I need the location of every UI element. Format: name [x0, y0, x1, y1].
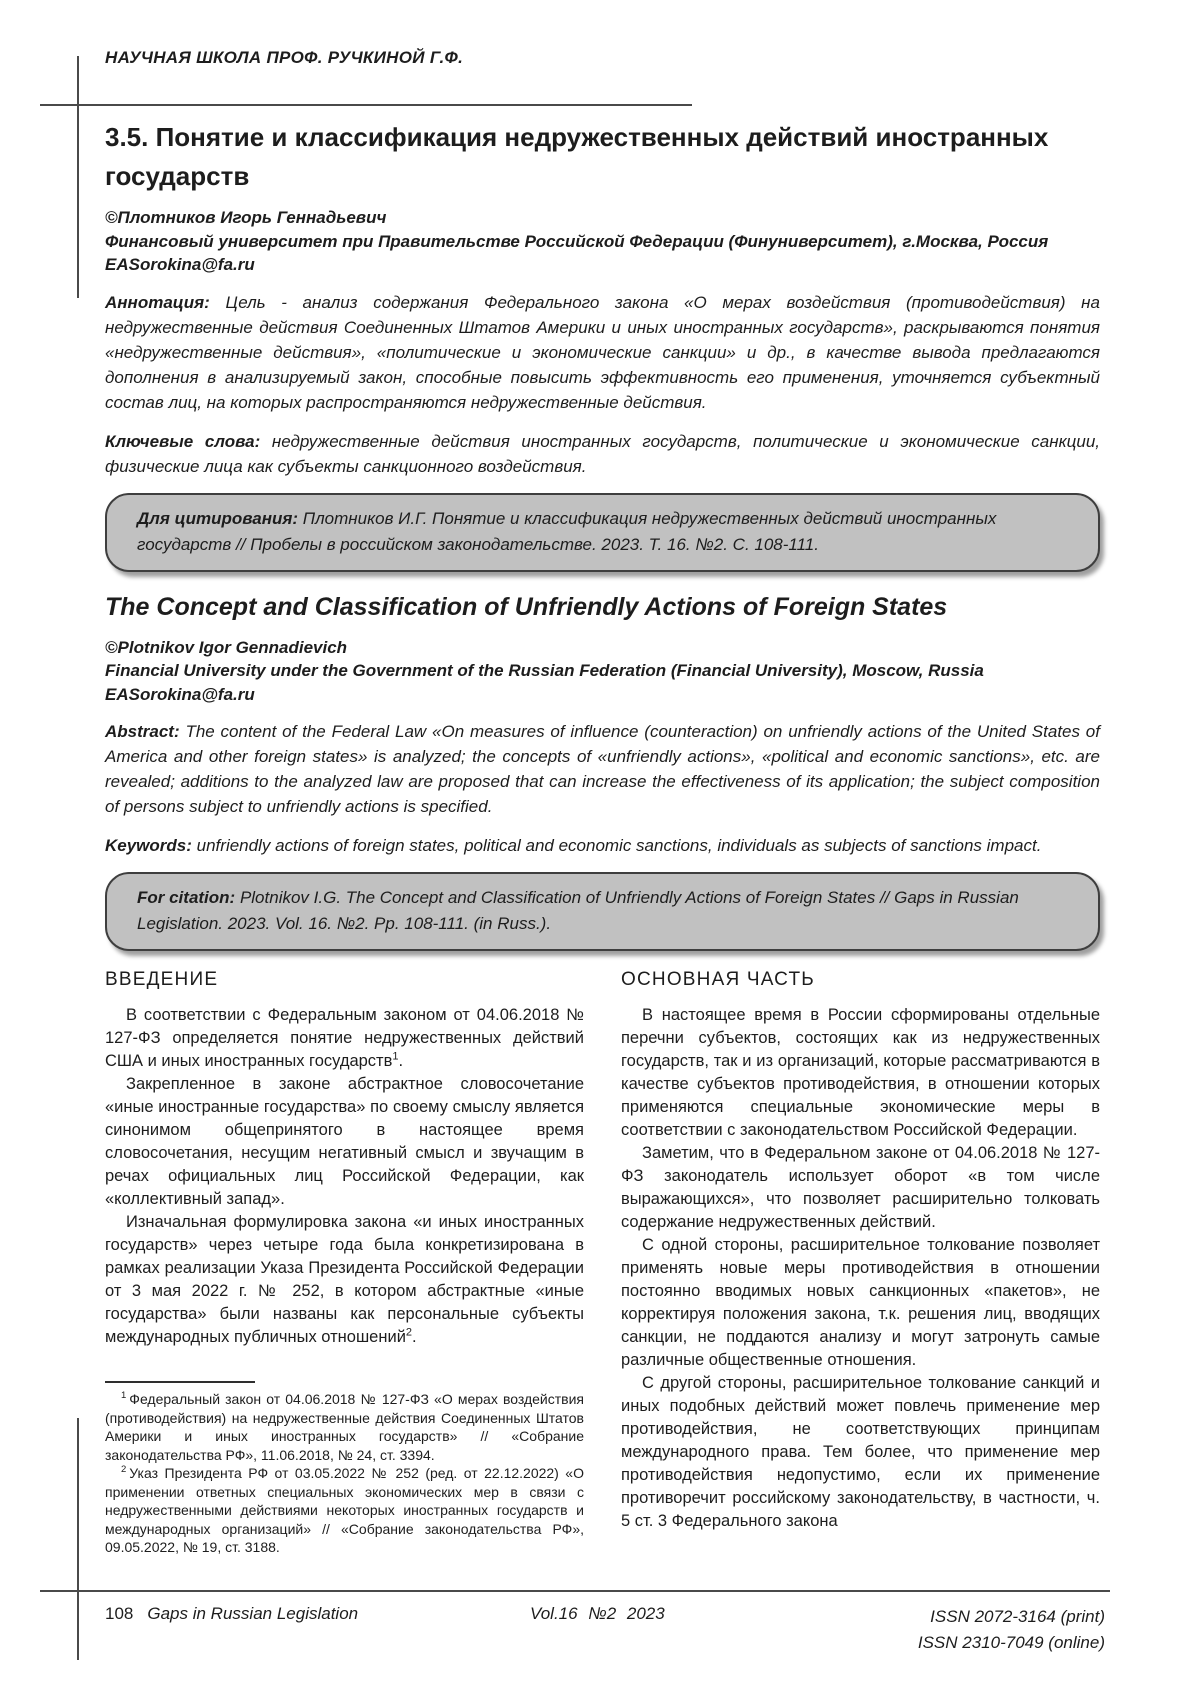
- author-block-ru: [105, 206, 1100, 277]
- issn-print: ISSN 2072-3164 (print): [930, 1607, 1105, 1626]
- intro-column: [105, 969, 584, 1557]
- left-margin-rule-top: [77, 56, 79, 298]
- paragraph-tail: .: [412, 1328, 417, 1346]
- paragraph-tail: .: [398, 1052, 404, 1070]
- main-part-heading: ОСНОВНАЯ ЧАСТЬ: [621, 969, 815, 990]
- citation-label-en: For citation:: [137, 888, 236, 907]
- citation-text-en: Plotnikov I.G. The Concept and Classification of Unfriendly Actions of Foreign States // Gaps in Russian Legislation. 2023. Vol. 16. №2. Pp. 108-111. (in Russ.).: [137, 888, 1019, 933]
- paragraph-text: В соответствии с Федеральным законом от 04.06.2018 № 127-ФЗ определяется понятие недружественных действий США и иных иностранных государств: [105, 1006, 584, 1070]
- issn-online: ISSN 2310-7049 (online): [917, 1633, 1105, 1652]
- keywords-ru: [105, 429, 1100, 479]
- intro-heading: ВВЕДЕНИЕ: [105, 969, 219, 990]
- footer-issue-info: Vol.16 №2 2023: [530, 1604, 665, 1623]
- keywords-en: [105, 833, 1100, 858]
- footnote-ref-2: 2: [405, 1326, 413, 1339]
- citation-label-ru: Для цитирования:: [137, 508, 299, 528]
- author-name-ru: ©Плотников Игорь Геннадьевич: [105, 208, 387, 227]
- author-block-en: [105, 636, 1100, 707]
- paragraph-text: Закрепленное в законе абстрактное словосочетание «иные иностранные государства» по своему смыслу является синонимом общепринятого в настоящее время словосочетания, несущим негативный смысл и звучащим в речах официальных лиц Российской Федерации, как «коллективный запад».: [105, 1075, 584, 1208]
- abstract-text-ru: Цель - анализ содержания Федерального закона «О мерах воздействия (противодействия) на недружественные действия Соединенных Штатов Америки и иных иностранных государств», раскрываются понятия «недружественные действия», «политические и экономические санкции» и др., в качестве вывода предлагаются дополнения в анализируемый закон, способные повысить эффективность его применения, уточняется субъектный состав лиц, на которых распространяются недружественные действия.: [105, 292, 1100, 412]
- footer-divider-rule: [40, 1590, 1110, 1592]
- main-paragraph-4: С другой стороны, расширительное толкование санкций и иных подобных действий может повлечь применение мер противодействия, не соответствующих принципам международного права. Тем более, что применение мер противодействия недопустимо, если их применение противоречит российскому законодательству, в частности, ч. 5 ст. 3 Федерального закона: [621, 1374, 1100, 1530]
- keywords-text-ru: недружественные действия иностранных государств, политические и экономические санкции, физические лица как субъекты санкционного воздействия.: [105, 431, 1100, 476]
- footnote-separator: [105, 1381, 255, 1383]
- abstract-text-en: The content of the Federal Law «On measures of influence (counteraction) on unfriendly actions of the United States of America and other foreign states» is analyzed; the concepts of «unfriendly actions», «political and economic sanctions», etc. are revealed; additions to the analyzed law are proposed that can increase the effectiveness of its application; the subject composition of persons subject to unfriendly actions is specified.: [105, 722, 1100, 816]
- article-content: [105, 118, 1100, 1557]
- author-email-en: EASorokina@fa.ru: [105, 684, 255, 704]
- author-affiliation-ru: Финансовый университет при Правительстве Российской Федерации (Финуниверситет), г.Москва, Россия: [105, 231, 1049, 251]
- main-part-column: [621, 969, 1100, 1557]
- citation-box-ru: [105, 493, 1100, 572]
- main-paragraph-3: С одной стороны, расширительное толкование позволяет применять новые меры противодействия в отношении постоянно вводимых новых санкционных «пакетов», не корректируя положения закона, т.к. решения лиц, вводящих санкции, не поддаются анализу и могут затронуть самые различные общественные отношения.: [621, 1236, 1100, 1369]
- citation-text-ru: Плотников И.Г. Понятие и классификация недружественных действий иностранных государств // Пробелы в российском законодательстве. 2023. Т. 16. №2. С. 108-111.: [137, 508, 997, 554]
- intro-paragraph-3: [105, 1211, 584, 1349]
- running-head: НАУЧНАЯ ШКОЛА ПРОФ. РУЧКИНОЙ Г.Ф.: [105, 48, 464, 67]
- journal-title: Gaps in Russian Legislation: [147, 1604, 359, 1623]
- two-column-body: [105, 969, 1100, 1557]
- article-title-en: The Concept and Classification of Unfriendly Actions of Foreign States: [105, 592, 948, 621]
- intro-paragraph-1: [105, 1004, 584, 1073]
- main-paragraph-2: Заметим, что в Федеральном законе от 04.06.2018 № 127-ФЗ законодатель использует оборот «в том числе выражающихся», что позволяет расширительно толковать содержание недружественных действий.: [621, 1144, 1100, 1231]
- footnotes: [105, 1381, 584, 1557]
- paragraph-text: Изначальная формулировка закона «и иных иностранных государств» через четыре года была конкретизирована в рамках реализации Указа Президента Российской Федерации от 3 мая 2022 г. № 252, в котором абстрактные «иные государства» были названы как персональные субъекты международных публичных отношений: [105, 1213, 584, 1346]
- article-title-ru: 3.5. Понятие и классификация недружественных действий иностранных государств: [105, 122, 1049, 191]
- footnote-marker-2: 2: [121, 1464, 127, 1476]
- citation-box-en: [105, 872, 1100, 951]
- abstract-label-en: Abstract:: [105, 722, 180, 741]
- keywords-label-ru: Ключевые слова:: [105, 431, 261, 451]
- intro-paragraph-2: [105, 1073, 584, 1211]
- left-margin-rule-bottom: [77, 1418, 79, 1660]
- footer-issn: [918, 1604, 1105, 1656]
- footnote-text-2: Указ Президента РФ от 03.05.2022 № 252 (ред. от 22.12.2022) «О применении ответных специальных экономических мер в связи с недружественными действиями некоторых иностранных государств и международных организаций» // «Собрание законодательства РФ», 09.05.2022, № 19, ст. 3188.: [105, 1465, 584, 1555]
- footnote-1: [105, 1390, 584, 1464]
- keywords-text-en: unfriendly actions of foreign states, political and economic sanctions, individuals as subjects of sanctions impact.: [191, 836, 1042, 855]
- footnote-marker-1: 1: [121, 1390, 127, 1402]
- header-divider-rule: [40, 104, 692, 106]
- keywords-label-en: Keywords:: [105, 836, 192, 855]
- footer-left: [105, 1604, 358, 1624]
- abstract-en: [105, 719, 1100, 819]
- author-affiliation-en: Financial University under the Government of the Russian Federation (Financial University), Moscow, Russia: [105, 661, 984, 680]
- main-paragraph-1: В настоящее время в России сформированы отдельные перечни субъектов, состоящих как из недружественных государств, так и из организаций, которые рассматриваются в качестве субъектов противодействия, в отношении которых применяются специальные экономические меры в соответствии с законодательством Российской Федерации.: [621, 1006, 1100, 1139]
- author-email-ru: EASorokina@fa.ru: [105, 255, 255, 274]
- footnote-ref-1: 1: [392, 1050, 399, 1063]
- footnote-2: [105, 1464, 584, 1557]
- author-name-en: ©Plotnikov Igor Gennadievich: [105, 637, 348, 657]
- abstract-label-ru: Аннотация:: [105, 292, 210, 312]
- abstract-ru: [105, 290, 1100, 415]
- footnote-text-1: Федеральный закон от 04.06.2018 № 127-ФЗ «О мерах воздействия (противодействия) на недружественные действия Соединенных Штатов Америки и иных иностранных государств» // «Собрание законодательства РФ», 11.06.2018, № 24, ст. 3394.: [105, 1391, 584, 1463]
- page-number: 108: [105, 1604, 134, 1623]
